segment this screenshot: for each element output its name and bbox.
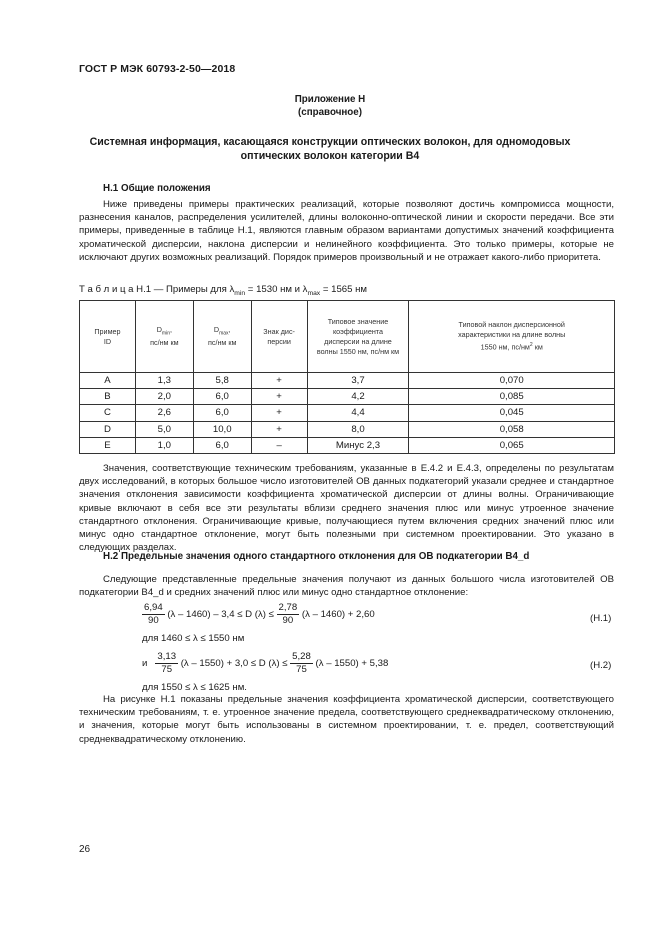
- section-2-text: Следующие представленные предельные значения получают из данных большого числа изготовителей ОВ подкатегории В4_d и средних значений плюс или минус одно стандартное отклонение:: [79, 574, 614, 599]
- appendix-heading: [60, 135, 600, 163]
- section-1-text: Ниже приведены примеры практических реализаций, которые позволяют достичь компромисса мощности, разнесения каналов, распределения усилителей, длины волоконно-оптической линии и скорости передачи. Все эти примеры, приведенные в таблице Н.1, являются главным образом вариантами допустимых значений коэффициента хроматической дисперсии, наклона дисперсии и нелинейного коэффициента. Это только примеры, которые не исключают других возможных реализаций. Порядок примеров произвольный и не отражает какого-либо приоритета.: [79, 199, 614, 263]
- header-example-id: Пример ID: [80, 301, 136, 373]
- header-dmax: $D_{max}$, пс/нм км: [193, 301, 251, 373]
- equation-1-number: (Н.1): [590, 613, 612, 624]
- paragraph-after-table: Значения, соответствующие техническим требованиям, указанные в Е.4.2 и Е.4.3, определены по результатам двух исследований, в которых большое число изготовителей ОВ данных подкатегорий указали среднее и стандартное значения отклонения зависимости коэффициента хроматической дисперсии от длины волны. Ограничивающие кривые включают в себя все эти результаты вблизи среднего значения плюс или минус утроенное значение стандартного отклонения. Ограничивающие кривые, получающиеся путем включения средних значений плюс или минус одно стандартное отклонение, могут быть полезными при системном проектировании. Это указано в следующих разделах.: [79, 463, 614, 554]
- table-caption-main: Н.1 — Примеры для: [136, 284, 227, 295]
- appendix-heading-line-1: Системная информация, касающаяся конструкции оптических волокон, для одномодовых: [89, 136, 571, 148]
- section-1-title: Н.1 Общие положения: [103, 183, 211, 194]
- equation-1-range: для 1460 ≤ λ ≤ 1550 нм: [142, 633, 245, 644]
- table-row: А 1,3 5,8 + 3,7 0,070: [80, 373, 615, 389]
- table-header-row: [80, 301, 615, 373]
- header-typical-slope: Типовой наклон дисперсионной характеристики на длине волны 1550 нм, $пс/нм^2$ км: [409, 301, 615, 373]
- equation-1: $\frac{6,94}{90}$ (λ – 1460) – 3,4 ≤ D (λ) ≤ $\frac{2,78}{90}$ (λ – 1460) + 2,60: [144, 602, 375, 626]
- equation-2: и $\frac{3,13}{75}$ (λ – 1550) + 3,0 ≤ D (λ) ≤ $\frac{5,28}{75}$ (λ – 1550) + 5,38: [142, 651, 389, 675]
- equation-2-number: (Н.2): [590, 660, 612, 671]
- appendix-heading-line-2: оптических волокон категории В4: [240, 150, 420, 162]
- table-caption-prefix: Т а б л и ц а: [79, 284, 134, 295]
- section-2-title: Н.2 Предельные значения одного стандартного отклонения для ОВ подкатегории В4_d: [103, 551, 530, 562]
- page-number: 26: [79, 844, 91, 855]
- table-row: D 5,0 10,0 + 8,0 0,058: [80, 421, 615, 437]
- appendix-title: Приложение Н: [294, 94, 366, 105]
- eq2-fraction-2: $\frac{5,28}{75}$: [292, 651, 311, 675]
- eq1-fraction-1: $\frac{6,94}{90}$: [144, 602, 163, 626]
- table-row: В 2,0 6,0 + 4,2 0,085: [80, 389, 615, 405]
- eq1-fraction-2: $\frac{2,78}{90}$: [278, 602, 298, 626]
- equation-2-range: для 1550 ≤ λ ≤ 1625 нм.: [142, 682, 247, 693]
- table-row: С 2,6 6,0 + 4,4 0,045: [80, 405, 615, 421]
- header-typical-value: Типовое значение коэффициента дисперсии на длине волны 1550 нм, пс/нм км: [307, 301, 409, 373]
- appendix-title-block: [60, 93, 600, 119]
- document-header: ГОСТ Р МЭК 60793-2-50—2018: [79, 63, 236, 75]
- final-paragraph: На рисунке Н.1 показаны предельные значения коэффициента хроматической дисперсии, соответствующего техническим требованиям, т. е. утроенное значение предела, соответствующего среднеквадратическому отклонению, и значения, которые могут быть использованы в системном проектировании, т. е. предел, соответствующий среднеквадратическому отклонению.: [79, 694, 614, 745]
- header-dmin: $D_{min}$, пс/нм км: [135, 301, 193, 373]
- table-caption: Т а б л и ц а Н.1 — Примеры для $\lambda_{min} = 1530$ нм и $\lambda_{max} = 1565$ нм: [79, 284, 368, 297]
- header-dispersion-sign: Знак дис- персии: [251, 301, 307, 373]
- eq2-fraction-1: $\frac{3,13}{75}$: [157, 651, 177, 675]
- appendix-subtitle: (справочное): [298, 107, 362, 118]
- data-table: [79, 300, 615, 454]
- table-row: Е 1,0 6,0 – Минус 2,3 0,065: [80, 437, 615, 453]
